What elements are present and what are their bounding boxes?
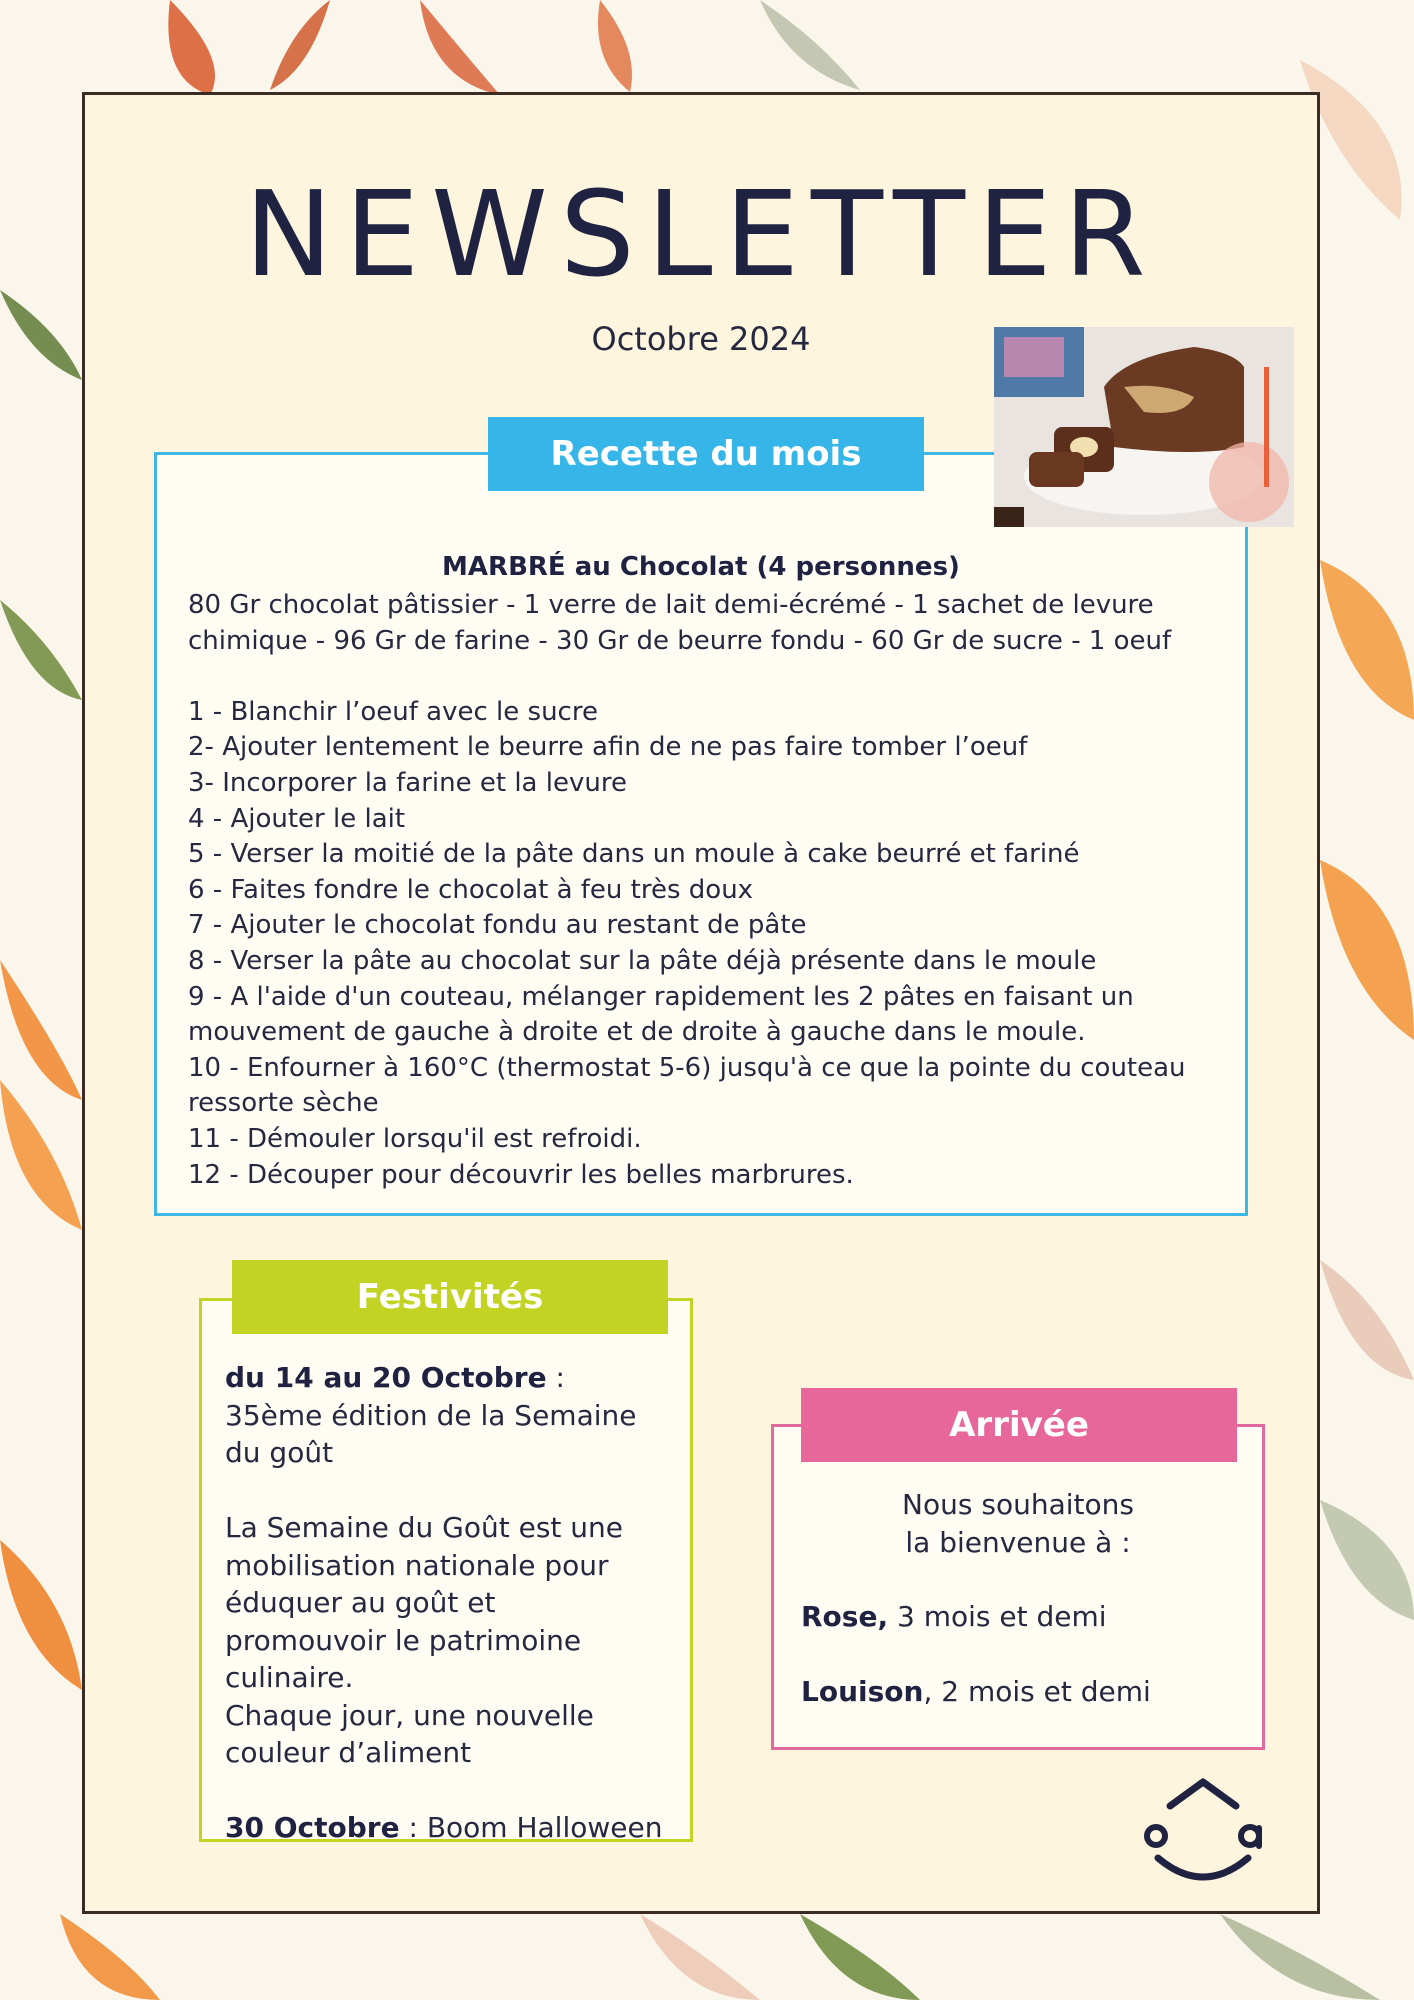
arrivee-intro bbox=[771, 1486, 1265, 1561]
recipe-step: 4 - Ajouter le lait bbox=[188, 803, 406, 834]
recipe-step: 10 - Enfourner à 160°C (thermostat 5-6) jusqu'à ce que la pointe du couteau ressorte sèche bbox=[188, 1052, 1186, 1119]
recipe-step: 1 - Blanchir l’oeuf avec le sucre bbox=[188, 696, 598, 727]
event-text: : 35ème édition de la Semaine du goût bbox=[225, 1361, 637, 1469]
newsletter-date: Octobre 2024 bbox=[591, 320, 811, 358]
recipe-step: 7 - Ajouter le chocolat fondu au restant de pâte bbox=[188, 910, 807, 941]
recipe-step: 6 - Faites fondre le chocolat à feu très doux bbox=[188, 874, 754, 905]
event-text: : Boom Halloween bbox=[399, 1811, 663, 1844]
recipe-tab: Recette du mois bbox=[488, 417, 924, 491]
baby-name: Louison bbox=[801, 1675, 924, 1708]
recipe-ingredients: 80 Gr chocolat pâtissier - 1 verre de lait demi-écrémé - 1 sachet de levure chimique - 96 Gr de farine - 30 Gr de beurre fondu - 60 Gr de sucre - 1 oeuf bbox=[188, 590, 1172, 656]
baby-entry bbox=[801, 1598, 1107, 1636]
recipe-step: 12 - Découper pour découvrir les belles marbrures. bbox=[188, 1159, 854, 1190]
marble-cake-photo bbox=[994, 327, 1294, 527]
arrivee-intro-line: Nous souhaitons bbox=[902, 1488, 1134, 1521]
recipe-step: 3- Incorporer la farine et la levure bbox=[188, 767, 627, 798]
festivites-tab: Festivités bbox=[232, 1260, 668, 1334]
event-date: 30 Octobre bbox=[225, 1811, 400, 1844]
event-semaine-du-gout bbox=[225, 1359, 665, 1472]
event-date: du 14 au 20 Octobre bbox=[225, 1361, 547, 1394]
festivites-body bbox=[225, 1359, 665, 1847]
festivites-description: La Semaine du Goût est une mobilisation nationale pour éduquer au goût et promouvoir le patrimoine culinaire. bbox=[225, 1511, 624, 1694]
recipe-step: 11 - Démouler lorsqu'il est refroidi. bbox=[188, 1123, 642, 1154]
recipe-step: 5 - Verser la moitié de la pâte dans un moule à cake beurré et fariné bbox=[188, 839, 1080, 870]
arrivee-tab: Arrivée bbox=[801, 1388, 1237, 1462]
baby-entry bbox=[801, 1673, 1151, 1711]
recipe-dish-title: MARBRÉ au Chocolat (4 personnes) bbox=[442, 552, 960, 582]
arrivee-intro-line: la bienvenue à : bbox=[905, 1525, 1131, 1559]
recipe-body bbox=[188, 588, 1228, 1193]
event-halloween bbox=[225, 1809, 665, 1847]
smiling-house-logo bbox=[1138, 1778, 1268, 1888]
recipe-step: 2- Ajouter lentement le beurre afin de ne pas faire tomber l’oeuf bbox=[188, 732, 1028, 763]
baby-age: 3 mois et demi bbox=[888, 1600, 1107, 1633]
festivites-daily: Chaque jour, une nouvelle couleur d’aliment bbox=[225, 1698, 594, 1769]
baby-age: , 2 mois et demi bbox=[923, 1675, 1151, 1708]
newsletter-title: NEWSLETTER bbox=[244, 165, 1158, 303]
recipe-step: 9 - A l'aide d'un couteau, mélanger rapidement les 2 pâtes en faisant un mouvement de gauche à droite et de droite à gauche dans le moule. bbox=[188, 981, 1134, 1048]
recipe-step: 8 - Verser la pâte au chocolat sur la pâte déjà présente dans le moule bbox=[188, 945, 1097, 976]
baby-name: Rose, bbox=[801, 1600, 889, 1633]
